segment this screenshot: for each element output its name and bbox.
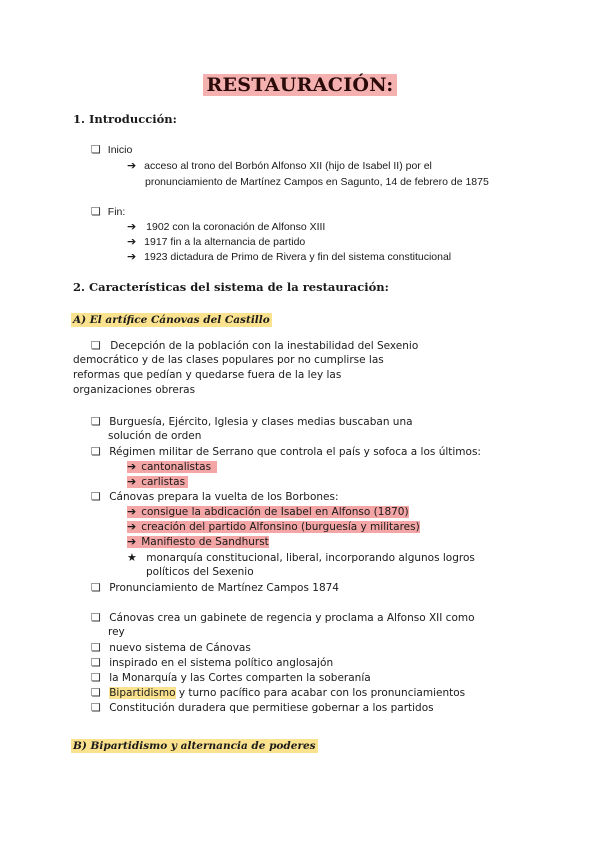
page-title: RESTAURACIÓN: [0, 74, 600, 96]
checkbox-bullet-icon: ❏ [91, 686, 101, 699]
checkbox-bullet-icon: ❏ [91, 581, 101, 594]
subheading-a: A) El artífice Cánovas del Castillo [73, 314, 270, 326]
list-item: ➔ 1902 con la coronación de Alfonso XIII [127, 220, 326, 233]
list-item: ❏ Bipartidismo y turno pacífico para acabar con los pronunciamientos [91, 686, 466, 699]
checkbox-bullet-icon: ❏ [91, 415, 101, 428]
list-item: ❏ Cánovas crea un gabinete de regencia y proclama a Alfonso XII como [91, 611, 475, 624]
highlighted-term: Bipartidismo [109, 687, 176, 699]
list-item: ➔ carlistas [127, 474, 188, 491]
list-item-continuation: políticos del Sexenio [146, 566, 254, 578]
paragraph-line: reformas que pedían y quedarse fuera de la ley las [73, 369, 342, 381]
list-item: ➔ 1923 dictadura de Primo de Rivera y fin del sistema constitucional [127, 250, 452, 263]
list-item: ❏ Burguesía, Ejército, Iglesia y clases medias buscaban una [91, 415, 413, 428]
paragraph-line: democrático y de las clases populares por no cumplirse las [73, 354, 384, 366]
list-item-continuation: pronunciamiento de Martínez Campos en Sagunto, 14 de febrero de 1875 [145, 176, 489, 188]
checkbox-bullet-icon: ❏ [91, 143, 101, 156]
arrow-icon: ➔ [127, 475, 137, 488]
subheading-b: B) Bipartidismo y alternancia de poderes [73, 740, 316, 752]
star-icon: ★ [127, 551, 137, 564]
list-item: ➔ creación del partido Alfonsino (burguesía y militares) [127, 520, 420, 533]
list-item: ➔ acceso al trono del Borbón Alfonso XII (hijo de Isabel II) por el [127, 159, 432, 172]
checkbox-bullet-icon: ❏ [91, 445, 101, 458]
list-item: ❏ Cánovas prepara la vuelta de los Borbones: [91, 490, 339, 503]
checkbox-bullet-icon: ❏ [91, 205, 101, 218]
section-heading-introduccion: 1. Introducción: [73, 112, 177, 126]
list-item: ★ monarquía constitucional, liberal, incorporando algunos logros [127, 551, 475, 564]
checkbox-bullet-icon: ❏ [91, 671, 101, 684]
checkbox-bullet-icon: ❏ [91, 339, 101, 352]
list-item: ❏ nuevo sistema de Cánovas [91, 641, 251, 654]
checkbox-bullet-icon: ❏ [91, 656, 101, 669]
checkbox-bullet-icon: ❏ [91, 641, 101, 654]
list-item: ❏ Constitución duradera que permitiese gobernar a los partidos [91, 701, 434, 714]
checkbox-bullet-icon: ❏ [91, 611, 101, 624]
list-item: ➔ 1917 fin a la alternancia de partido [127, 235, 306, 248]
arrow-icon: ➔ [127, 250, 137, 263]
list-item-continuation: solución de orden [108, 430, 202, 442]
checkbox-bullet-icon: ❏ [91, 701, 101, 714]
list-item: ➔ consigue la abdicación de Isabel en Alfonso (1870) [127, 505, 409, 518]
arrow-icon: ➔ [127, 235, 137, 248]
arrow-icon: ➔ [127, 520, 137, 533]
section-heading-caracteristicas: 2. Características del sistema de la restauración: [73, 280, 389, 294]
list-item: ❏ Régimen militar de Serrano que controla el país y sofoca a los últimos: [91, 445, 481, 458]
paragraph-line: ❏ Decepción de la población con la inestabilidad del Sexenio [91, 339, 419, 352]
list-item: ❏ la Monarquía y las Cortes comparten la soberanía [91, 671, 371, 684]
arrow-icon: ➔ [127, 535, 137, 548]
list-item: ❏ inspirado en el sistema político anglosajón [91, 656, 334, 669]
list-item-fin: ❏ Fin: [91, 205, 126, 218]
arrow-icon: ➔ [127, 460, 137, 473]
list-item: ➔ cantonalistas [127, 459, 217, 476]
arrow-icon: ➔ [127, 505, 137, 518]
list-item-inicio: ❏ Inicio [91, 143, 133, 156]
list-item: ➔ Manifiesto de Sandhurst [127, 535, 269, 548]
paragraph-line: organizaciones obreras [73, 384, 196, 396]
list-item: ❏ Pronunciamiento de Martínez Campos 1874 [91, 581, 339, 594]
arrow-icon: ➔ [127, 220, 137, 233]
list-item-continuation: rey [108, 626, 125, 638]
arrow-icon: ➔ [127, 159, 137, 172]
checkbox-bullet-icon: ❏ [91, 490, 101, 503]
